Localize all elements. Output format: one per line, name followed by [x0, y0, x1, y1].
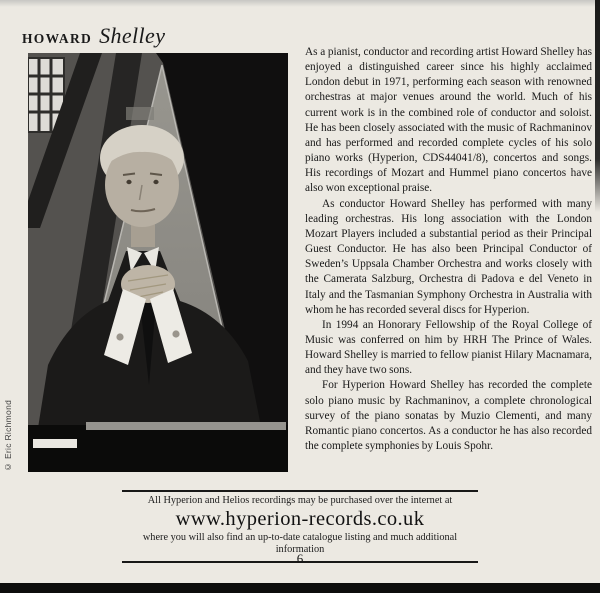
white-key-highlight	[33, 439, 77, 448]
bio-paragraph: For Hyperion Howard Shelley has recorded the complete solo piano music by Rachmaninov, a complete chronological survey of the piano sonatas by Muzio Clementi, and many Romantic piano concertos. As a conductor he has also recorded the complete symphonies by Louis Spohr.	[305, 379, 592, 453]
key-slip-highlight	[86, 422, 286, 430]
left-eye	[126, 180, 131, 184]
bio-paragraph: In 1994 an Honorary Fellowship of the Royal College of Music was conferred on him by HRH The Prince of Wales. Howard Shelley is married to fellow pianist Hilary Macnamara, and they have two sons.	[305, 318, 592, 377]
footer-purchase-note: All Hyperion and Helios recordings may be purchased over the internet at	[147, 495, 453, 506]
artist-name-header	[22, 23, 165, 49]
cufflink-left	[116, 333, 123, 340]
footer-catalogue-note: where you will also find an up-to-date catalogue listing and much additional information	[142, 531, 458, 555]
scan-edge-bottom	[0, 583, 600, 593]
artist-last-name: Shelley	[99, 23, 166, 48]
bio-paragraph: As a pianist, conductor and recording artist Howard Shelley has enjoyed a distinguished career since his highly acclaimed London debut in 1971, performing each season with renowned orchestras at major venues around the world. Much of his current work is in the combined role of conductor and soloist. He has been closely associated with the music of Rachmaninov and has performed and recorded complete cycles of his solo piano works (Hyperion, CDS44041/8), concertos and songs. His recordings of Mozart and Hummel piano concertos have also won exceptional praise.	[305, 46, 592, 195]
bio-paragraph: As conductor Howard Shelley has performed with many leading orchestras. His long association with the London Mozart Players included a substantial period as their Principal Guest Conductor. He has also been Principal Conductor of Sweden’s Uppsala Chamber Orchestra and works closely with the Camerata Salzburg, Orchestra di Padova e del Veneto in Italy and the Tasmanian Symphony Orchestra in Australia with whom he has recorded several discs for Hyperion.	[305, 197, 592, 316]
page-number: 6	[296, 551, 304, 566]
biography-text	[305, 45, 592, 509]
artist-first-name: HOWARD	[22, 31, 93, 46]
cufflink-right	[172, 330, 179, 337]
right-eye	[153, 180, 158, 184]
piano-pinblock-shadow	[126, 107, 154, 120]
scan-edge-right	[595, 0, 600, 212]
howard-shelley-portrait-photo	[28, 53, 288, 472]
photo-credit: © Eric Richmond	[3, 399, 13, 472]
scan-edge-top	[0, 0, 600, 7]
hyperion-website-url: www.hyperion-records.co.uk	[175, 507, 425, 530]
piano-keyboard-strip	[28, 422, 288, 472]
portrait-photo-canvas	[28, 53, 288, 472]
